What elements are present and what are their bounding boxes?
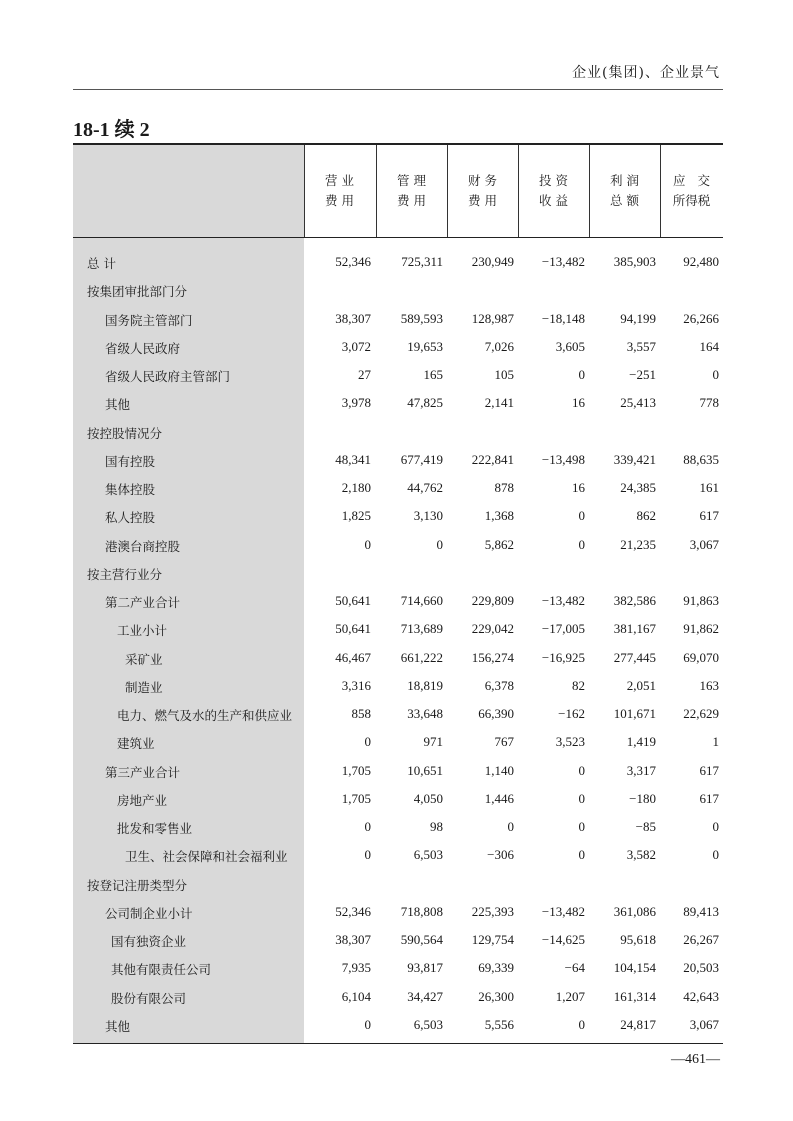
column-header-4 [518, 145, 589, 237]
table-row [73, 389, 723, 417]
cell-value: 767 [494, 734, 514, 750]
cell-value: 101,671 [613, 706, 656, 721]
cell-value: 661,222 [400, 649, 443, 665]
cell-value: 1 [712, 734, 719, 750]
row-label: 国务院主管部门 [105, 312, 193, 328]
cell-value: 3,316 [341, 677, 371, 693]
cell-value: −13,482 [541, 593, 585, 608]
cell-value: 878 [494, 480, 514, 495]
cell-value: 714,660 [400, 593, 443, 608]
cell-value: 1,419 [626, 734, 656, 750]
column-header-line1: 财 务 [468, 173, 497, 188]
cell-value: 18,819 [407, 677, 443, 693]
cell-value: 47,825 [407, 395, 443, 411]
cell-value: 1,705 [341, 790, 371, 806]
cell-value: 617 [699, 762, 719, 778]
cell-value: 7,026 [484, 338, 514, 354]
table-row [73, 559, 723, 587]
row-label: 省级人民政府 [105, 340, 181, 356]
cell-value: 1,368 [484, 508, 514, 524]
header-divider-2 [376, 145, 377, 237]
cell-value: 382,586 [613, 593, 656, 608]
table-row [73, 954, 723, 982]
row-label: 批发和零售业 [117, 821, 193, 836]
row-label: 第三产业合计 [105, 764, 181, 780]
cell-value: 3,557 [626, 338, 656, 354]
cell-value: 52,346 [335, 903, 371, 919]
cell-value: 26,267 [683, 932, 719, 947]
cell-value: 66,390 [478, 706, 514, 721]
cell-value: 277,445 [613, 649, 656, 665]
row-label: 制造业 [125, 679, 163, 695]
cell-value: 163 [699, 677, 719, 693]
cell-value: 6,104 [341, 988, 371, 1004]
cell-value: 26,266 [683, 310, 719, 326]
row-label: 卫生、社会保障和社会福利业 [125, 849, 288, 865]
cell-value: 105 [494, 367, 514, 382]
cell-value: 4,050 [413, 790, 443, 806]
cell-value: 19,653 [407, 338, 443, 354]
table-row [73, 785, 723, 813]
cell-value: 229,042 [471, 621, 514, 637]
cell-value: 0 [578, 367, 585, 382]
cell-value: 156,274 [471, 649, 514, 665]
row-label: 建筑业 [117, 736, 155, 752]
cell-value: −13,482 [541, 903, 585, 919]
cell-value: 0 [712, 367, 719, 382]
cell-value: 858 [351, 706, 371, 721]
cell-value: 38,307 [335, 932, 371, 947]
cell-value: 0 [578, 819, 585, 834]
cell-value: 2,051 [626, 677, 656, 693]
column-header-line1: 管 理 [397, 173, 426, 188]
cell-value: 92,480 [683, 254, 719, 269]
column-header-line2: 费 用 [468, 193, 497, 208]
cell-value: 3,582 [626, 847, 656, 863]
column-header-line2: 总 额 [610, 193, 639, 208]
row-label: 采矿业 [125, 651, 163, 667]
table-row [73, 248, 723, 276]
cell-value: 24,817 [620, 1016, 656, 1032]
row-label: 公司制企业小计 [105, 905, 193, 921]
cell-value: 46,467 [335, 649, 371, 665]
cell-value: 3,072 [341, 338, 371, 354]
column-header-1 [304, 145, 375, 237]
row-label: 股份有限公司 [111, 990, 187, 1006]
cell-value: 128,987 [471, 310, 514, 326]
cell-value: 21,235 [620, 536, 656, 552]
column-header-line1: 应 交 [673, 173, 710, 188]
cell-value: 52,346 [335, 254, 371, 269]
column-header-line2: 费 用 [325, 193, 354, 208]
table-row [73, 531, 723, 559]
cell-value: 20,503 [683, 960, 719, 976]
cell-value: 44,762 [407, 480, 443, 495]
table-row [73, 926, 723, 954]
cell-value: 42,643 [683, 988, 719, 1004]
cell-value: 0 [712, 847, 719, 863]
row-label: 按主营行业分 [87, 566, 163, 582]
cell-value: 161 [699, 480, 719, 495]
cell-value: 165 [423, 367, 443, 382]
row-label: 第二产业合计 [105, 595, 181, 610]
cell-value: 0 [364, 819, 371, 834]
row-label: 按控股情况分 [87, 425, 163, 441]
cell-value: −16,925 [541, 649, 585, 665]
cell-value: 22,629 [683, 706, 719, 721]
table-row [73, 502, 723, 530]
cell-value: 0 [364, 1016, 371, 1032]
cell-value: 50,641 [335, 593, 371, 608]
cell-value: 93,817 [407, 960, 443, 976]
header-divider-4 [518, 145, 519, 237]
cell-value: 91,862 [683, 621, 719, 637]
cell-value: −85 [635, 819, 656, 834]
cell-value: 3,978 [341, 395, 371, 411]
cell-value: 3,523 [555, 734, 585, 750]
cell-value: 6,378 [484, 677, 514, 693]
row-label: 集体控股 [105, 482, 156, 497]
cell-value: −13,498 [541, 451, 585, 467]
row-label: 电力、燃气及水的生产和供应业 [117, 708, 293, 723]
cell-value: 0 [578, 762, 585, 778]
column-header-2 [376, 145, 447, 237]
cell-value: 2,141 [484, 395, 514, 411]
cell-value: −18,148 [541, 310, 585, 326]
table-row [73, 276, 723, 304]
table-title: 18-1 续 2 [73, 119, 150, 141]
table-row [73, 615, 723, 643]
row-label: 国有控股 [105, 453, 156, 469]
row-label: 私人控股 [105, 510, 156, 526]
cell-value: 225,393 [471, 903, 514, 919]
header-divider-5 [589, 145, 590, 237]
table-row [73, 418, 723, 446]
cell-value: 971 [423, 734, 443, 750]
page-number: —461— [671, 1052, 720, 1067]
cell-value: 778 [699, 395, 719, 411]
table-row [73, 728, 723, 756]
header-divider-3 [447, 145, 448, 237]
table-row [73, 841, 723, 869]
cell-value: 1,446 [484, 790, 514, 806]
cell-value: 0 [578, 790, 585, 806]
row-label: 省级人民政府主管部门 [105, 369, 231, 384]
row-label: 港澳台商控股 [105, 538, 181, 554]
cell-value: 230,949 [471, 254, 514, 269]
cell-value: 0 [507, 819, 514, 834]
cell-value: 5,862 [484, 536, 514, 552]
table-row [73, 474, 723, 502]
cell-value: 0 [578, 1016, 585, 1032]
cell-value: 0 [578, 847, 585, 863]
cell-value: 6,503 [413, 1016, 443, 1032]
table-row [73, 700, 723, 728]
cell-value: 381,167 [613, 621, 656, 637]
cell-value: 98 [430, 819, 443, 834]
cell-value: 1,705 [341, 762, 371, 778]
cell-value: 104,154 [613, 960, 656, 976]
cell-value: 3,067 [689, 536, 719, 552]
cell-value: 617 [699, 790, 719, 806]
table-row [73, 983, 723, 1011]
cell-value: 6,503 [413, 847, 443, 863]
cell-value: 34,427 [407, 988, 443, 1004]
cell-value: 38,307 [335, 310, 371, 326]
table-row [73, 898, 723, 926]
table-row [73, 644, 723, 672]
cell-value: −13,482 [541, 254, 585, 269]
cell-value: 0 [436, 536, 443, 552]
cell-value: 50,641 [335, 621, 371, 637]
header-divider-1 [304, 145, 305, 237]
cell-value: 69,070 [683, 649, 719, 665]
cell-value: 590,564 [400, 932, 443, 947]
cell-value: 3,317 [626, 762, 656, 778]
table-row [73, 361, 723, 389]
cell-value: 16 [572, 480, 585, 495]
header-section-title: 企业(集团)、企业景气 [572, 65, 720, 81]
cell-value: 1,825 [341, 508, 371, 524]
cell-value: 0 [578, 536, 585, 552]
cell-value: −64 [564, 960, 585, 976]
cell-value: 713,689 [400, 621, 443, 637]
data-table [73, 143, 723, 1044]
cell-value: −180 [629, 790, 656, 806]
cell-value: 24,385 [620, 480, 656, 495]
cell-value: 718,808 [400, 903, 443, 919]
cell-value: 129,754 [471, 932, 514, 947]
table-row [73, 870, 723, 898]
cell-value: 0 [578, 508, 585, 524]
table-row [73, 333, 723, 361]
cell-value: 95,618 [620, 932, 656, 947]
cell-value: 16 [572, 395, 585, 411]
cell-value: 7,935 [341, 960, 371, 976]
cell-value: 2,180 [341, 480, 371, 495]
cell-value: 0 [712, 819, 719, 834]
cell-value: 222,841 [471, 451, 514, 467]
row-label: 房地产业 [117, 792, 168, 808]
table-row [73, 446, 723, 474]
cell-value: 3,067 [689, 1016, 719, 1032]
cell-value: −306 [487, 847, 514, 863]
row-label: 其他 [105, 397, 131, 413]
column-header-line1: 投 资 [539, 173, 568, 188]
cell-value: 1,207 [555, 988, 585, 1004]
cell-value: 10,651 [407, 762, 443, 778]
cell-value: 0 [364, 847, 371, 863]
cell-value: 3,130 [413, 508, 443, 524]
cell-value: 3,605 [555, 338, 585, 354]
column-header-line1: 营 业 [325, 173, 354, 188]
cell-value: 677,419 [400, 451, 443, 467]
cell-value: 385,903 [613, 254, 656, 269]
table-row [73, 813, 723, 841]
cell-value: 5,556 [484, 1016, 514, 1032]
row-label: 按集团审批部门分 [87, 284, 188, 300]
table-row [73, 1011, 723, 1039]
cell-value: 617 [699, 508, 719, 524]
column-header-line2: 费 用 [397, 193, 426, 208]
cell-value: 48,341 [335, 451, 371, 467]
cell-value: 88,635 [683, 451, 719, 467]
table-body [73, 238, 723, 1044]
cell-value: 82 [572, 677, 585, 693]
table-row [73, 672, 723, 700]
cell-value: 862 [636, 508, 656, 524]
cell-value: 94,199 [620, 310, 656, 326]
row-label: 工业小计 [117, 623, 168, 639]
cell-value: 25,413 [620, 395, 656, 411]
column-header-line2: 所得税 [672, 193, 711, 208]
cell-value: 69,339 [478, 960, 514, 976]
row-label: 其他有限责任公司 [111, 962, 212, 978]
cell-value: 339,421 [613, 451, 656, 467]
table-row [73, 587, 723, 615]
cell-value: 27 [358, 367, 371, 382]
cell-value: 0 [364, 536, 371, 552]
cell-value: −162 [558, 706, 585, 721]
column-header-5 [589, 145, 660, 237]
header-rule [73, 89, 723, 90]
cell-value: 33,648 [407, 706, 443, 721]
column-header-line2: 收 益 [539, 193, 568, 208]
cell-value: −17,005 [541, 621, 585, 637]
row-label: 总 计 [87, 256, 116, 271]
column-header-6 [660, 145, 723, 237]
column-header-line1: 利 润 [610, 173, 639, 188]
cell-value: 1,140 [484, 762, 514, 778]
cell-value: 229,809 [471, 593, 514, 608]
cell-value: 589,593 [400, 310, 443, 326]
table-row [73, 305, 723, 333]
cell-value: 26,300 [478, 988, 514, 1004]
cell-value: −14,625 [541, 932, 585, 947]
cell-value: 91,863 [683, 593, 719, 608]
row-label: 国有独资企业 [111, 934, 187, 949]
cell-value: 161,314 [613, 988, 656, 1004]
cell-value: 361,086 [613, 903, 656, 919]
cell-value: 164 [699, 338, 719, 354]
stub-header-cell [73, 145, 304, 237]
cell-value: 89,413 [683, 903, 719, 919]
table-row [73, 757, 723, 785]
column-header-3 [447, 145, 518, 237]
row-label: 其他 [105, 1018, 131, 1034]
table-header [73, 145, 723, 238]
row-label: 按登记注册类型分 [87, 877, 188, 893]
cell-value: 0 [364, 734, 371, 750]
cell-value: 725,311 [401, 254, 443, 269]
cell-value: −251 [629, 367, 656, 382]
header-divider-6 [660, 145, 661, 237]
